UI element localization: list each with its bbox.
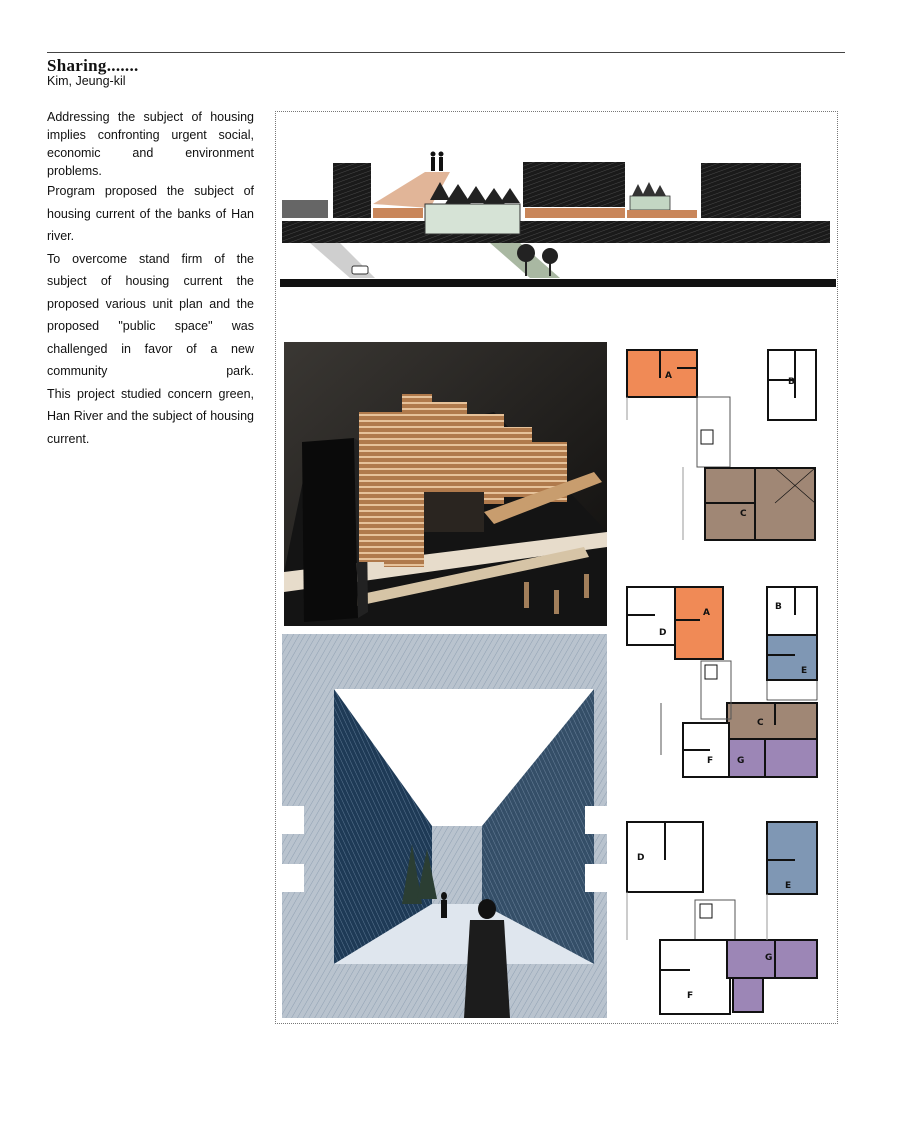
unit-label-g: G — [737, 756, 745, 766]
unit-label-b: B — [788, 377, 795, 387]
unit-floor-plan-1 — [625, 348, 820, 543]
street-perspective-drawing — [282, 634, 607, 1018]
unit-label-e: E — [801, 666, 808, 676]
header-rule — [47, 52, 845, 53]
unit-label-c: C — [757, 718, 764, 728]
unit-floor-plan-3 — [625, 820, 820, 1018]
description-paragraph: This project studied concern green, Han River and the subject of housing current. — [47, 386, 254, 446]
unit-label-g: G — [765, 953, 773, 963]
description-paragraph: Addressing the subject of housing implies confronting urgent social, economic and environment problems. — [47, 110, 254, 178]
unit-label-e: E — [785, 881, 792, 891]
unit-label-d: D — [637, 853, 645, 863]
unit-label-b: B — [775, 602, 782, 612]
unit-label-a: A — [703, 608, 710, 618]
description-paragraph: To overcome stand firm of the subject of housing current the proposed various unit plan and the proposed "public space" was challenged in favor of a new community park. — [47, 251, 254, 378]
unit-label-a: A — [665, 371, 672, 381]
model-photo — [284, 342, 607, 626]
site-section-drawing — [280, 148, 836, 290]
page-title: Sharing....... — [47, 56, 139, 75]
project-description — [47, 108, 254, 450]
unit-label-d: D — [659, 628, 667, 638]
unit-label-f: F — [687, 991, 694, 1001]
unit-label-f: F — [707, 756, 714, 766]
unit-floor-plan-2 — [625, 585, 820, 780]
description-paragraph: Program proposed the subject of housing current of the banks of Han river. — [47, 184, 254, 243]
author-name: Kim, Jeung-kil — [47, 74, 126, 88]
unit-label-c: C — [740, 509, 747, 519]
